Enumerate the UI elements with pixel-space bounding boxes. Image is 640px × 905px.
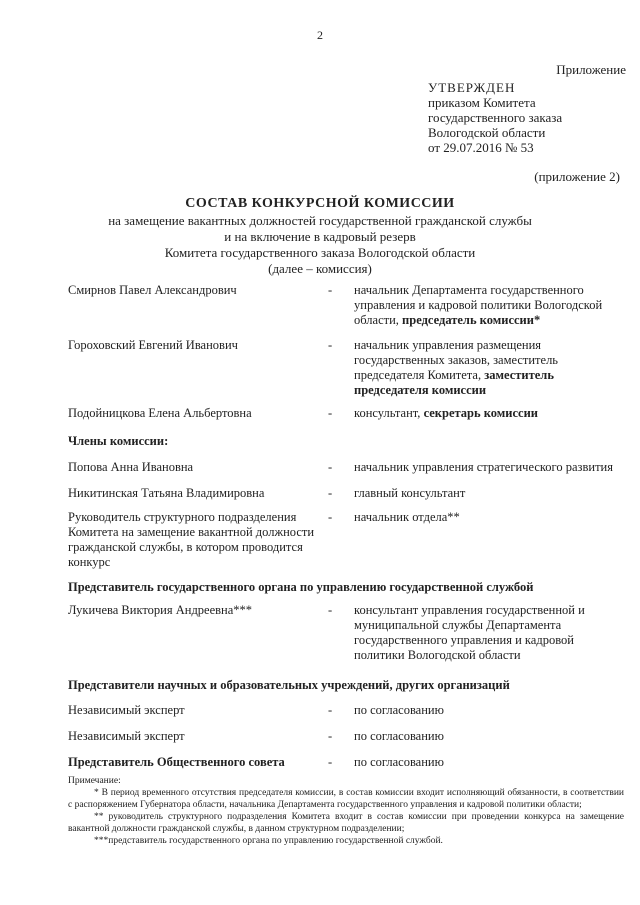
member-name: Независимый эксперт	[68, 703, 185, 717]
member-role: заместитель председателя комиссии	[354, 368, 554, 397]
member-position: по согласованию	[354, 729, 444, 743]
dash: -	[328, 486, 333, 500]
approval-heading: УТВЕРЖДЕН	[428, 80, 516, 95]
member-position: начальник управления стратегического развития	[354, 460, 613, 474]
approval-line: Вологодской области	[428, 125, 546, 140]
member-name: Смирнов Павел Александрович	[68, 283, 237, 297]
member-name: Руководитель структурного подразделения Комитета на замещение вакантной должности гражданской службы, в котором проводится конкурс	[68, 510, 315, 569]
member-name: Лукичева Виктория Андреевна***	[68, 603, 253, 617]
member-position: начальник отдела**	[354, 510, 460, 524]
members-heading: Члены комиссии:	[68, 434, 169, 448]
dash: -	[328, 283, 333, 297]
notes-heading: Примечание:	[68, 776, 121, 786]
dash: -	[328, 729, 333, 743]
title-line: (далее – комиссия)	[268, 261, 372, 276]
dash: -	[328, 703, 333, 717]
member-position: по согласованию	[354, 703, 444, 717]
science-heading: Представители научных и образовательных учреждений, других организаций	[68, 678, 510, 692]
dash: -	[328, 755, 333, 769]
member-name: Никитинская Татьяна Владимировна	[68, 486, 265, 500]
member-position: по согласованию	[354, 755, 444, 769]
appendix-reference: (приложение 2)	[534, 169, 620, 184]
title-main: СОСТАВ КОНКУРСНОЙ КОМИССИИ	[185, 196, 455, 211]
member-role: председатель комиссии*	[402, 313, 541, 327]
title-line: и на включение в кадровый резерв	[224, 229, 416, 244]
gov-rep-heading: Представитель государственного органа по управлению государственной службой	[68, 580, 534, 594]
footnote: * В период временного отсутствия председателя комиссии, в состав комиссии входит исполняющий обязанности, в соответствии с распоряжением Губернатора области, начальника Департамента государственного управления и кадровой политики области;	[68, 788, 624, 810]
appendix-label: Приложение	[556, 62, 626, 77]
title-line: Комитета государственного заказа Вологодской области	[164, 245, 476, 260]
member-name: Попова Анна Ивановна	[68, 460, 194, 474]
member-name: Независимый эксперт	[68, 729, 185, 743]
member-role: секретарь комиссии	[423, 406, 539, 420]
page-number: 2	[317, 28, 323, 42]
dash: -	[328, 406, 333, 420]
member-position: начальник управления размещения государственных заказов, заместитель председателя Комитета, заместитель председателя комиссии	[354, 338, 559, 397]
footnote: ***представитель государственного органа по управлению государственной службой.	[94, 836, 443, 846]
dash: -	[328, 510, 333, 524]
title-line: на замещение вакантных должностей государственной гражданской службы	[108, 213, 532, 228]
member-position: начальник Департамента государственного управления и кадровой политики Вологодской области, председатель комиссии*	[354, 283, 603, 327]
member-name: Гороховский Евгений Иванович	[68, 338, 238, 352]
approval-block	[428, 80, 562, 155]
dash: -	[328, 460, 333, 474]
member-position: консультант управления государственной и муниципальной службы Департамента государственного управления и кадровой политики Вологодской области	[354, 603, 585, 662]
member-name: Подойницкова Елена Альбертовна	[68, 406, 252, 420]
document-title	[0, 195, 640, 277]
member-name: Представитель Общественного совета	[68, 755, 285, 769]
approval-date: от 29.07.2016 № 53	[428, 140, 534, 155]
approval-line: приказом Комитета	[428, 95, 536, 110]
dash: -	[328, 603, 333, 617]
footnotes	[68, 775, 624, 847]
dash: -	[328, 338, 333, 352]
member-position: главный консультант	[354, 486, 466, 500]
approval-line: государственного заказа	[428, 110, 563, 125]
member-position: консультант, секретарь комиссии	[354, 406, 539, 420]
footnote: ** руководитель структурного подразделения Комитета входит в состав комиссии при проведении конкурса на замещение вакантной должности гражданской службы, в данном структурном подразделении;	[68, 812, 624, 834]
